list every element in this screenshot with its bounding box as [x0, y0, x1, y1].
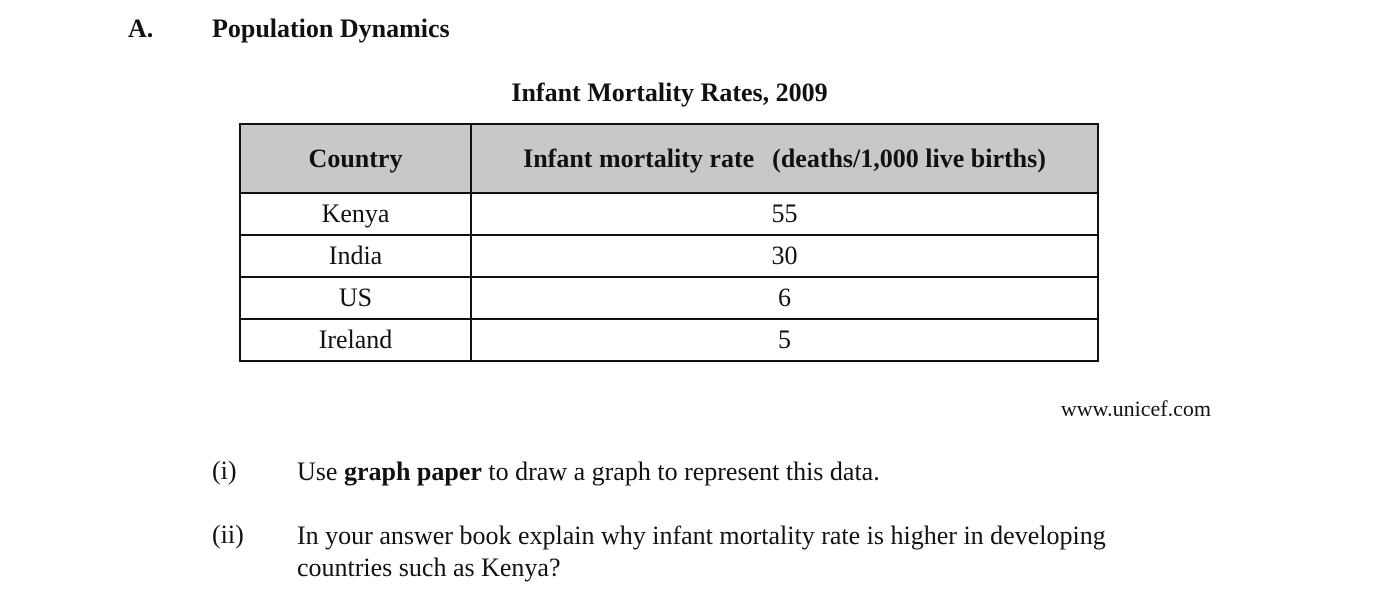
country-cell: Kenya — [240, 193, 471, 235]
question-number: (ii) — [212, 520, 244, 549]
question-emphasis: graph paper — [343, 457, 482, 486]
rate-cell: 5 — [471, 319, 1098, 361]
country-cell: Ireland — [240, 319, 471, 361]
country-cell: US — [240, 277, 471, 319]
question-text-part: to draw a graph to represent this data. — [481, 457, 880, 486]
table-row — [240, 319, 1098, 361]
question-text-part: Use — [297, 457, 344, 486]
header-rate — [471, 124, 1098, 193]
rate-cell: 6 — [471, 277, 1098, 319]
question-text: In your answer book explain why infant mortality rate is higher in developing countries such as Kenya? — [297, 521, 1106, 582]
rate-cell: 55 — [471, 193, 1098, 235]
source-citation: www.unicef.com — [1060, 396, 1211, 421]
table-row — [240, 235, 1098, 277]
table-row — [240, 277, 1098, 319]
rate-cell: 30 — [471, 235, 1098, 277]
header-country: Country — [240, 124, 471, 193]
table-title: Infant Mortality Rates, 2009 — [511, 78, 828, 107]
table-row — [240, 193, 1098, 235]
section-title: Population Dynamics — [212, 14, 450, 43]
infant-mortality-table — [239, 123, 1099, 362]
question-number: (i) — [212, 456, 237, 485]
header-rate-unit: (deaths/1,000 live births) — [772, 143, 1046, 173]
question-text — [297, 456, 1197, 488]
section-letter: A. — [128, 14, 154, 43]
table-header-row — [240, 124, 1098, 193]
country-cell: India — [240, 235, 471, 277]
header-rate-label: Infant mortality rate — [523, 143, 755, 173]
